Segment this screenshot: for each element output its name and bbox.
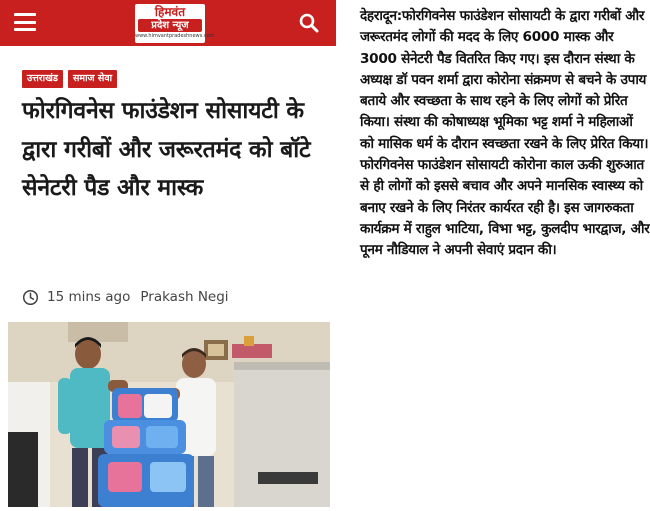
article-headline: फोरगिवनेस फाउंडेशन सोसायटी के द्वारा गरीबों और जरूरतमंद को बॉटे सेनेटरी पैड और मास्क [22, 98, 311, 201]
article-meta [22, 287, 229, 307]
article-time: 15 mins ago [47, 289, 131, 305]
category-badge-samaj-seva[interactable]: समाज सेवा [68, 70, 117, 88]
article-body-text: देहरादून:फोरगिवनेस फाउंडेशन सोसायटी के द्वारा गरीबों और जरूरतमंद लोगों की मदद के लिए 6000 मास्क और 3000 सेनेटरी पैड वितरित किए गए। इस दौरान संस्था के अध्यक्ष डॉ पवन शर्मा द्वारा कोरोना संक्रमण से बचने के उपाय बताये और स्वच्छता के साथ रहने के लिए लोगों को प्रेरित किया। संस्था की कोषाध्यक्ष भूमिका भट्ट शर्मा ने महिलाओं को मासिक धर्म के दौरान स्वच्छता रखने के लिए प्रेरित किया। फोरगिवनेस फाउंडेशन सोसायटी कोरोना काल ऊकी शुरुआत से ही लोगों को इससे बचाव और अपने मानसिक स्वास्थ्य को बनाए रखने के लिए निरंतर कार्यरत रही है। इस जागरुकता कार्यक्रम में राहुल भाटिया, विभा भट्ट, कुलदीप भारद्वाज, और पूनम नौडियाल ने अपनी सेवाएं प्रदान की। [360, 8, 650, 259]
search-icon[interactable] [298, 12, 320, 34]
category-badge-uttarakhand[interactable]: उत्तराखंड [22, 70, 63, 88]
logo-subtitle: प्रदेश न्यूज [138, 19, 202, 32]
article-body-panel [346, 0, 650, 507]
hamburger-icon[interactable] [14, 13, 36, 31]
article-photo [8, 322, 330, 507]
article-author[interactable]: Prakash Negi [140, 289, 229, 305]
site-logo[interactable] [135, 4, 215, 43]
top-navigation-bar [0, 0, 336, 46]
category-badges [22, 70, 117, 88]
clock-icon [22, 289, 39, 306]
logo-title: हिमवंत [154, 5, 186, 19]
logo-url: www.himvantpradeshnews.com [135, 33, 215, 39]
